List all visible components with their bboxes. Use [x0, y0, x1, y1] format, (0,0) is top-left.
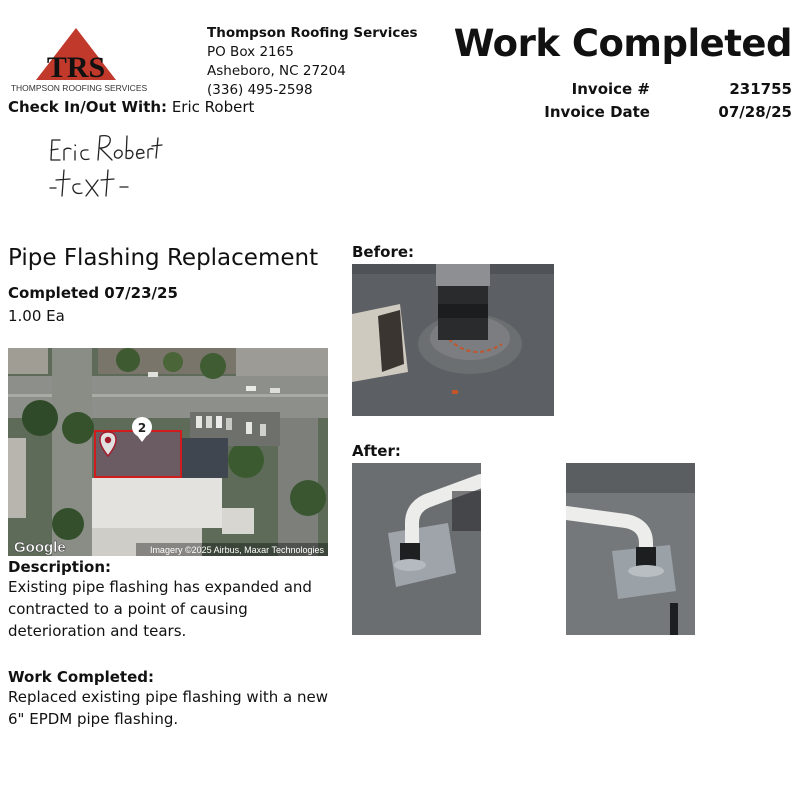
- description-block: [8, 558, 338, 642]
- map-marker-number: 2: [137, 421, 147, 435]
- description-label: Description:: [8, 558, 112, 576]
- after-photo-1: [352, 463, 481, 635]
- invoice-number-label: Invoice #: [571, 80, 650, 98]
- company-logo: [8, 24, 150, 94]
- completed-date: Completed 07/23/25: [8, 284, 178, 302]
- after-label: After:: [352, 442, 401, 460]
- checkin-line: [8, 98, 254, 116]
- invoice-date: 07/28/25: [718, 103, 792, 121]
- invoice-meta: [482, 78, 792, 124]
- checkin-value: Eric Robert: [171, 98, 255, 116]
- company-address-line2: Asheboro, NC 27204: [207, 63, 346, 79]
- document-title: Work Completed: [453, 22, 792, 65]
- quantity: 1.00 Ea: [8, 307, 65, 325]
- company-name: Thompson Roofing Services: [207, 25, 418, 41]
- map-attribution: Imagery ©2025 Airbus, Maxar Technologies: [149, 545, 324, 555]
- before-label: Before:: [352, 243, 415, 261]
- satellite-map: [8, 348, 328, 556]
- map-brand: Google: [14, 539, 66, 556]
- company-info: [207, 24, 418, 100]
- company-address-line1: PO Box 2165: [207, 44, 294, 60]
- work-completed-text: Replaced existing pipe flashing with a new 6" EPDM pipe flashing.: [8, 688, 328, 728]
- checkin-label: Check In/Out With:: [8, 98, 168, 116]
- after-photo-2: [566, 463, 695, 635]
- company-phone: (336) 495-2598: [207, 82, 313, 98]
- logo-subtitle: THOMPSON ROOFING SERVICES: [10, 83, 148, 93]
- invoice-number: 231755: [729, 80, 792, 98]
- before-photo: [352, 264, 554, 416]
- section-title: Pipe Flashing Replacement: [8, 245, 319, 271]
- work-completed-label: Work Completed:: [8, 668, 154, 686]
- description-text: Existing pipe flashing has expanded and contracted to a point of causing deterioration and tears.: [8, 578, 312, 640]
- logo-text: TRS: [46, 51, 106, 84]
- signature: [40, 124, 190, 214]
- work-completed-block: [8, 668, 338, 730]
- invoice-date-label: Invoice Date: [544, 103, 650, 121]
